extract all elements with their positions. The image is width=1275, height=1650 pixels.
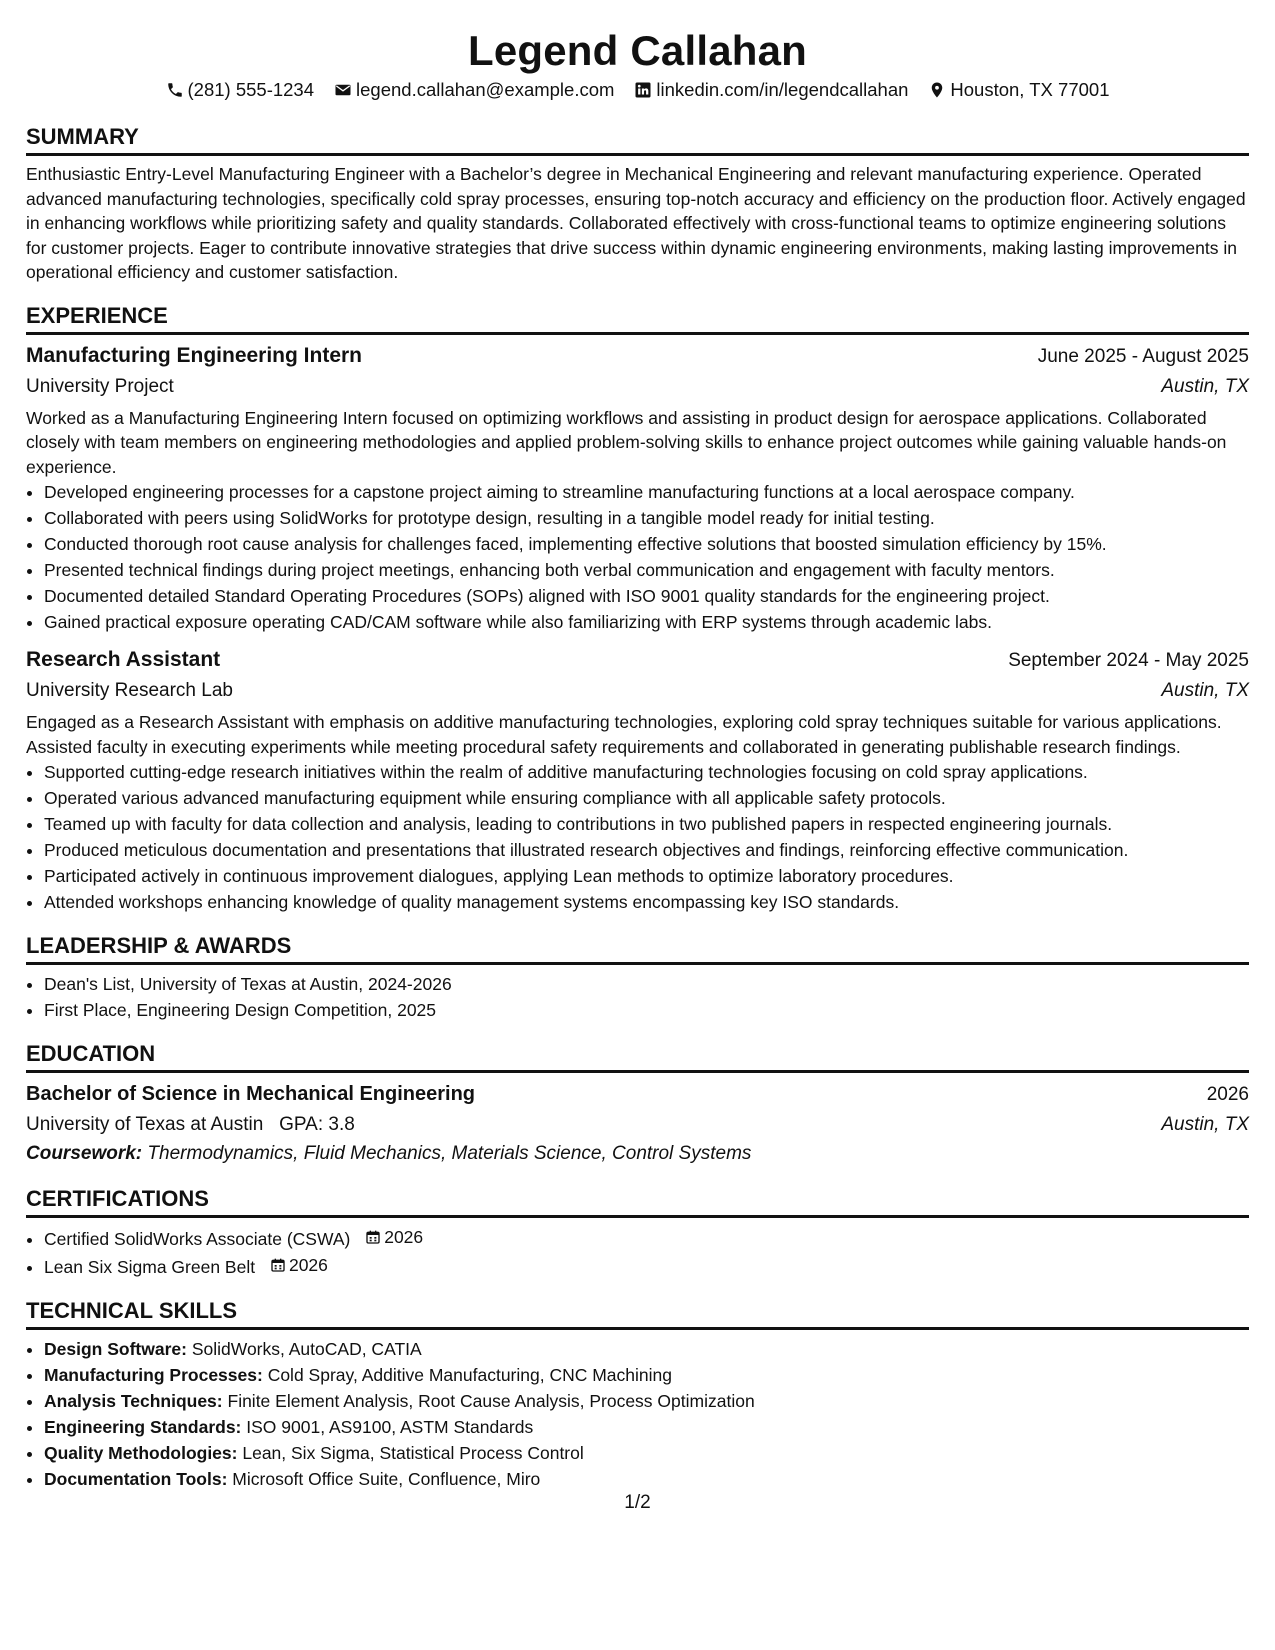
- list-item: [44, 1388, 1249, 1414]
- envelope-icon: [334, 81, 352, 99]
- skill-value: SolidWorks, AutoCAD, CATIA: [191, 1339, 422, 1359]
- list-item: • Dean's List, University of Texas at Austin, 2024-2026: [44, 971, 1249, 997]
- list-item: [44, 1466, 1249, 1492]
- job-org: University Research Lab: [26, 680, 233, 701]
- skill-value: Lean, Six Sigma, Statistical Process Control: [242, 1443, 584, 1463]
- job-role: Research Assistant: [26, 648, 221, 671]
- map-pin-icon: [928, 81, 946, 99]
- calendar-icon: [365, 1229, 381, 1245]
- job-dates: September 2024 - May 2025: [1008, 650, 1249, 671]
- job-location: Austin, TX: [1161, 680, 1249, 701]
- candidate-name: Legend Callahan: [467, 27, 808, 74]
- list-item: [44, 1440, 1249, 1466]
- skill-value: Microsoft Office Suite, Confluence, Miro: [232, 1469, 541, 1489]
- cert-name: Lean Six Sigma Green Belt: [44, 1257, 256, 1277]
- section-title: TECHNICAL SKILLS: [26, 1298, 1249, 1330]
- list-item: • First Place, Engineering Design Competition, 2025: [44, 997, 1249, 1023]
- section-title: EDUCATION: [26, 1041, 1249, 1073]
- coursework: [26, 1140, 1249, 1168]
- coursework-label: Coursework:: [26, 1143, 143, 1164]
- list-item: • Collaborated with peers using SolidWorks for prototype design, resulting in a tangible model ready for initial testing.: [44, 505, 1249, 531]
- job-bullets: [26, 479, 1249, 635]
- skill-value: Cold Spray, Additive Manufacturing, CNC Machining: [267, 1365, 672, 1385]
- awards-list: [26, 971, 1249, 1023]
- list-item: • Conducted thorough root cause analysis for challenges faced, implementing effective solutions that boosted simulation efficiency by 15%.: [44, 531, 1249, 557]
- list-item: • Produced meticulous documentation and presentations that illustrated research objectives and findings, reinforcing effective communication.: [44, 837, 1249, 863]
- job-description: Engaged as a Research Assistant with emphasis on additive manufacturing technologies, exploring cold spray techniques suitable for various applications. Assisted faculty in executing experiments while meeting procedural safety requirements and collaborated in generating publishable research findings.: [26, 712, 1222, 757]
- skill-label: Design Software:: [44, 1339, 187, 1359]
- list-item: [44, 1414, 1249, 1440]
- list-item: • Supported cutting-edge research initiatives within the realm of additive manufacturing technologies focusing on cold spray applications.: [44, 759, 1249, 785]
- section-title: SUMMARY: [26, 124, 1249, 156]
- job-description: Worked as a Manufacturing Engineering Intern focused on optimizing workflows and assisting in product design for aerospace applications. Collaborated closely with team members on engineering methodologies and applied problem-solving skills to enhance project outcomes while gaining valuable hands-on experience.: [26, 407, 1227, 477]
- job-entry: [26, 341, 1249, 636]
- graduation-year: 2026: [1206, 1084, 1249, 1105]
- cert-date: 2026: [288, 1255, 328, 1275]
- skill-label: Analysis Techniques:: [44, 1391, 223, 1411]
- summary-section: [26, 124, 1249, 285]
- skill-label: Manufacturing Processes:: [44, 1365, 263, 1385]
- coursework-list: Thermodynamics, Fluid Mechanics, Materials Science, Control Systems: [147, 1143, 752, 1164]
- degree: Bachelor of Science in Mechanical Engineering: [26, 1083, 476, 1105]
- job-entry: [26, 645, 1249, 915]
- gpa: GPA: 3.8: [279, 1114, 355, 1135]
- list-item: • Developed engineering processes for a capstone project aiming to streamline manufacturing functions at a local aerospace company.: [44, 479, 1249, 505]
- email-link[interactable]: legend.callahan@example.com: [356, 79, 615, 100]
- skill-label: Documentation Tools:: [44, 1469, 228, 1489]
- contact-email[interactable]: [334, 78, 614, 102]
- job-bullets: [26, 759, 1249, 915]
- list-item: • Gained practical exposure operating CAD/CAM software while also familiarizing with ERP systems through academic labs.: [44, 609, 1249, 635]
- list-item: [44, 1336, 1249, 1362]
- certifications-section: [26, 1186, 1249, 1280]
- list-item: • Attended workshops enhancing knowledge of quality management systems encompassing key ISO standards.: [44, 889, 1249, 915]
- phone-icon: [166, 81, 184, 99]
- summary-text: Enthusiastic Entry-Level Manufacturing Engineer with a Bachelor’s degree in Mechanical Engineering and relevant manufacturing experience. Operated advanced manufacturing technologies, specifically cold spray processes, ensuring top-notch accuracy and efficiency on the production floor. Actively engaged in enhancing workflows while prioritizing safety and quality standards. Collaborated effectively with cross-functional teams to optimize engineering solutions for customer projects. Eager to contribute innovative strategies that drive success within dynamic engineering environments, making lasting improvements in operational efficiency and customer satisfaction.: [26, 164, 1246, 282]
- school-location: Austin, TX: [1161, 1114, 1249, 1135]
- section-title: CERTIFICATIONS: [26, 1186, 1249, 1218]
- cert-name: Certified SolidWorks Associate (CSWA): [44, 1229, 351, 1249]
- list-item: • Participated actively in continuous improvement dialogues, applying Lean methods to optimize laboratory procedures.: [44, 863, 1249, 889]
- school-name: University of Texas at Austin: [26, 1114, 264, 1135]
- experience-section: [26, 303, 1249, 916]
- skill-label: Engineering Standards:: [44, 1417, 242, 1437]
- skills-section: [26, 1298, 1249, 1492]
- job-role: Manufacturing Engineering Intern: [26, 343, 363, 367]
- skills-list: [26, 1336, 1249, 1492]
- phone-text: (281) 555-1234: [187, 79, 315, 100]
- linkedin-link[interactable]: linkedin.com/in/legendcallahan: [656, 79, 909, 100]
- list-item: [44, 1362, 1249, 1388]
- cert-date: 2026: [384, 1227, 424, 1247]
- list-item: [44, 1252, 1249, 1280]
- page-number: 1/2: [624, 1492, 651, 1513]
- skill-value: ISO 9001, AS9100, ASTM Standards: [246, 1417, 534, 1437]
- list-item: [44, 1224, 1249, 1252]
- skill-label: Quality Methodologies:: [44, 1443, 238, 1463]
- school-line: [26, 1110, 355, 1140]
- list-item: • Documented detailed Standard Operating Procedures (SOPs) aligned with ISO 9001 quality standards for the engineering project.: [44, 583, 1249, 609]
- certifications-list: [26, 1224, 1249, 1280]
- job-location: Austin, TX: [1161, 375, 1249, 397]
- skill-value: Finite Element Analysis, Root Cause Analysis, Process Optimization: [227, 1391, 755, 1411]
- list-item: • Operated various advanced manufacturing equipment while ensuring compliance with all applicable safety protocols.: [44, 785, 1249, 811]
- list-item: • Presented technical findings during project meetings, enhancing both verbal communication and engagement with faculty mentors.: [44, 557, 1249, 583]
- contact-location: [928, 78, 1109, 102]
- contact-bar: [26, 78, 1249, 102]
- section-title: EXPERIENCE: [26, 303, 1249, 335]
- contact-phone: [166, 78, 315, 102]
- contact-linkedin[interactable]: [634, 78, 908, 102]
- linkedin-icon: [634, 81, 652, 99]
- list-item: • Teamed up with faculty for data collection and analysis, leading to contributions in two published papers in respected engineering journals.: [44, 811, 1249, 837]
- job-dates: June 2025 - August 2025: [1037, 345, 1249, 367]
- awards-section: [26, 933, 1249, 1023]
- job-org: University Project: [26, 375, 174, 397]
- education-section: [26, 1041, 1249, 1168]
- section-title: LEADERSHIP & AWARDS: [26, 933, 1249, 965]
- calendar-icon: [270, 1257, 286, 1273]
- location-text: Houston, TX 77001: [950, 79, 1110, 100]
